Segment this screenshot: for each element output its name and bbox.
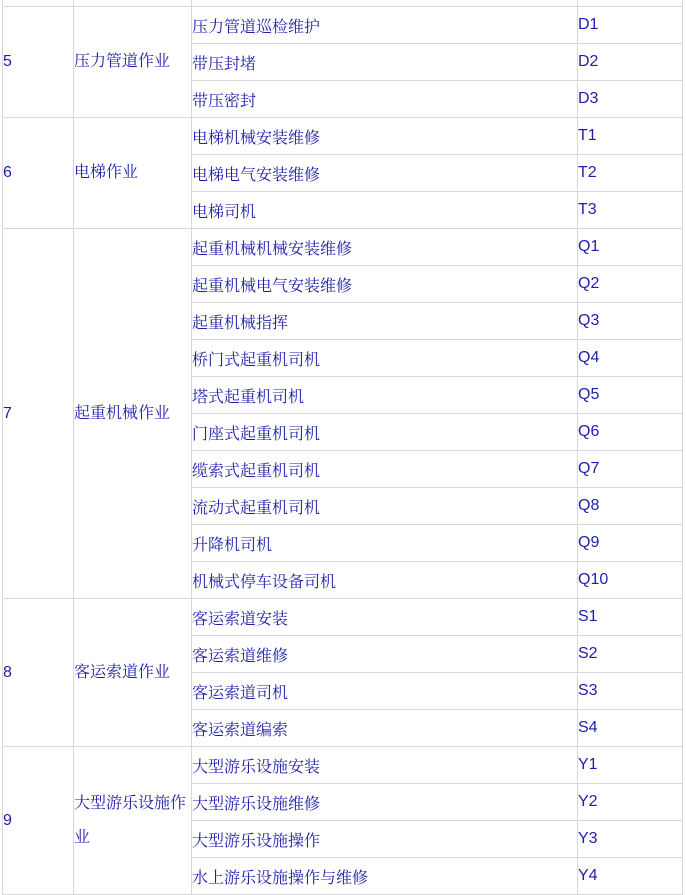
item-code-cell: Q7 [578, 451, 683, 488]
group-category-cell: 客运索道作业 [74, 599, 192, 747]
group-number-cell: 6 [3, 118, 74, 229]
group-category-cell: 起重机械作业 [74, 229, 192, 599]
item-name-cell: 门座式起重机司机 [192, 414, 578, 451]
item-name-cell: 带压密封 [192, 81, 578, 118]
item-name-cell: 机械式停车设备司机 [192, 562, 578, 599]
item-name-cell: 客运索道编索 [192, 710, 578, 747]
group-number-cell: 5 [3, 7, 74, 118]
item-code-cell: D3 [578, 81, 683, 118]
item-code-cell: Y1 [578, 747, 683, 784]
item-code-cell: S3 [578, 673, 683, 710]
item-code-cell: Y4 [578, 858, 683, 895]
item-code-cell: Q4 [578, 340, 683, 377]
group-category-cell: 电梯作业 [74, 118, 192, 229]
table-row [3, 229, 683, 266]
group-number-cell: 8 [3, 599, 74, 747]
item-name-cell: 客运索道安装 [192, 599, 578, 636]
table-row [3, 118, 683, 155]
item-name-cell: 客运索道司机 [192, 673, 578, 710]
item-name-cell: 客运索道维修 [192, 636, 578, 673]
group-number-cell: 7 [3, 229, 74, 599]
table-row [3, 747, 683, 784]
item-name-cell: 电梯司机 [192, 192, 578, 229]
item-name-cell: 大型游乐设施安装 [192, 747, 578, 784]
item-name-cell: 压力管道巡检维护 [192, 7, 578, 44]
item-code-cell: Q3 [578, 303, 683, 340]
item-name-cell: 缆索式起重机司机 [192, 451, 578, 488]
table-row [3, 7, 683, 44]
item-code-cell: Y2 [578, 784, 683, 821]
item-name-cell: 电梯机械安装维修 [192, 118, 578, 155]
item-code-cell: T3 [578, 192, 683, 229]
item-code-cell: Y3 [578, 821, 683, 858]
item-name-cell: 电梯电气安装维修 [192, 155, 578, 192]
item-name-cell: 水上游乐设施操作与维修 [192, 858, 578, 895]
item-code-cell: T2 [578, 155, 683, 192]
table-row [3, 599, 683, 636]
group-category-cell: 压力管道作业 [74, 7, 192, 118]
item-name-cell: 升降机司机 [192, 525, 578, 562]
item-code-cell: T1 [578, 118, 683, 155]
group-number-cell: 9 [3, 747, 74, 895]
group-category-cell: 大型游乐设施作业 [74, 747, 192, 895]
item-code-cell: D2 [578, 44, 683, 81]
item-name-cell: 塔式起重机司机 [192, 377, 578, 414]
item-code-cell: Q9 [578, 525, 683, 562]
item-code-cell: S2 [578, 636, 683, 673]
item-name-cell: 起重机械指挥 [192, 303, 578, 340]
table-body [3, 0, 683, 895]
item-code-cell: D1 [578, 7, 683, 44]
item-code-cell: Q8 [578, 488, 683, 525]
item-code-cell: Q2 [578, 266, 683, 303]
item-name-cell: 带压封堵 [192, 44, 578, 81]
item-name-cell: 大型游乐设施维修 [192, 784, 578, 821]
item-code-cell: S1 [578, 599, 683, 636]
item-code-cell: Q1 [578, 229, 683, 266]
item-name-cell: 大型游乐设施操作 [192, 821, 578, 858]
item-name-cell: 起重机械机械安装维修 [192, 229, 578, 266]
item-name-cell: 流动式起重机司机 [192, 488, 578, 525]
item-code-cell: Q6 [578, 414, 683, 451]
special-equipment-operations-table [2, 0, 683, 895]
item-code-cell: Q10 [578, 562, 683, 599]
item-name-cell: 桥门式起重机司机 [192, 340, 578, 377]
item-code-cell: S4 [578, 710, 683, 747]
item-code-cell: Q5 [578, 377, 683, 414]
item-name-cell: 起重机械电气安装维修 [192, 266, 578, 303]
